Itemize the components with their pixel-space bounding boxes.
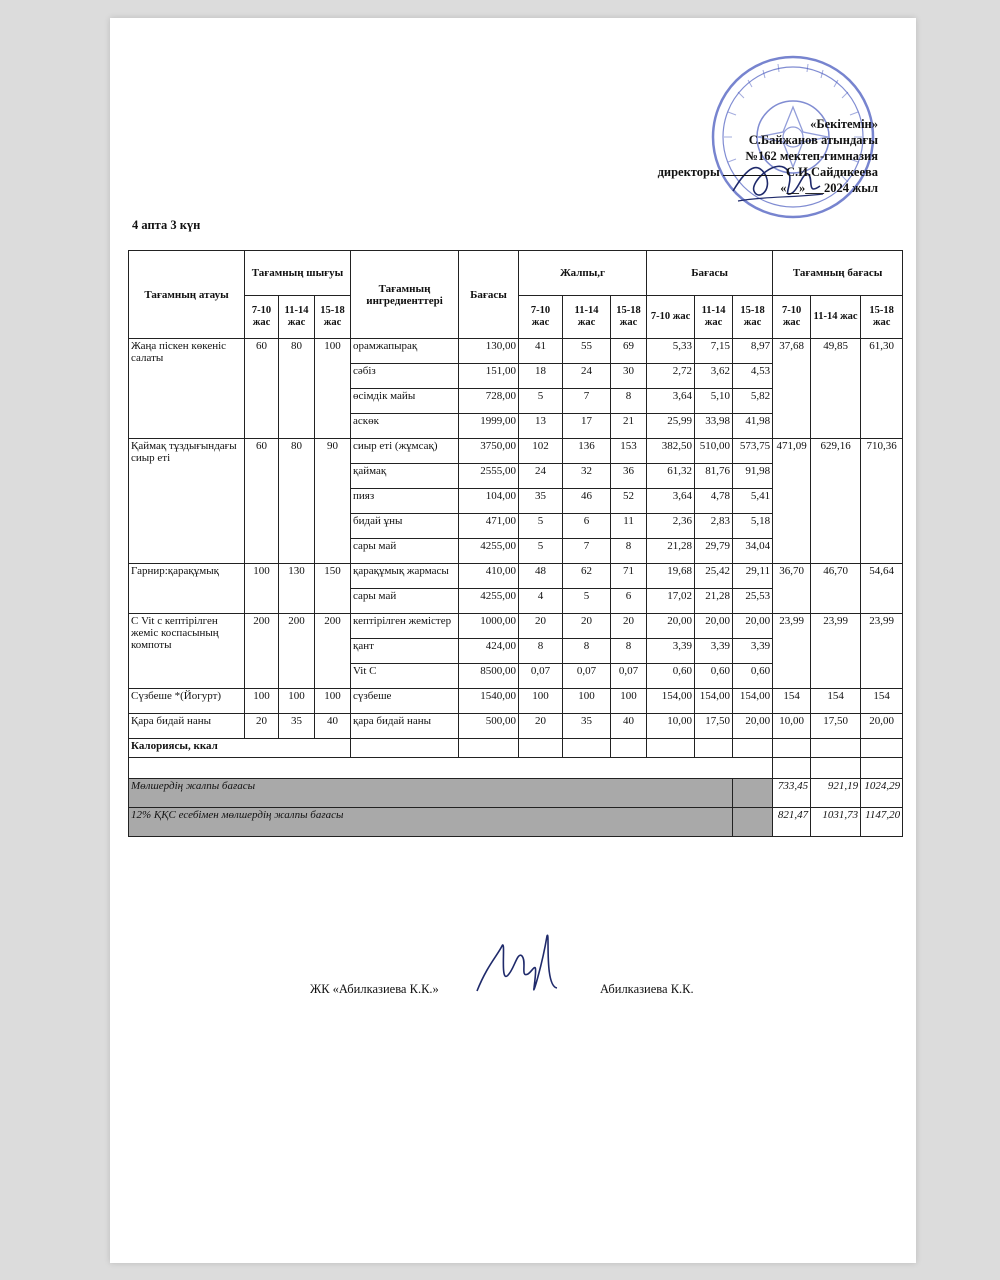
dish-name: Гарнир:қарақұмық	[129, 564, 245, 614]
summary-row	[129, 779, 903, 808]
dish-total: 17,50	[811, 714, 861, 739]
empty-cell	[611, 739, 647, 758]
summary-label: 12% ҚҚС есебімен мөлшердің жалпы бағасы	[129, 808, 733, 837]
director-name: С.И.Сайдикеева	[786, 165, 878, 179]
empty-cell	[861, 739, 903, 758]
summary-value: 1147,20	[861, 808, 903, 837]
dish-total: 471,09	[773, 439, 811, 564]
ingredient-gross: 8	[519, 639, 563, 664]
header-age1: 7-10 жас	[519, 296, 563, 339]
header-age1: 7-10 жас	[245, 296, 279, 339]
dish-yield: 100	[279, 689, 315, 714]
dish-yield: 130	[279, 564, 315, 614]
header-age3: 15-18 жас	[611, 296, 647, 339]
ingredient-gross: 6	[563, 514, 611, 539]
ingredient-gross: 32	[563, 464, 611, 489]
header-cost: Бағасы	[647, 251, 773, 296]
summary-value: 733,45	[773, 779, 811, 808]
ingredient-gross: 136	[563, 439, 611, 464]
ingredient-gross: 5	[519, 389, 563, 414]
ingredient-name: қаймақ	[351, 464, 459, 489]
ingredient-gross: 18	[519, 364, 563, 389]
dish-name: С Vit с кептірілген жеміс коспасының компоты	[129, 614, 245, 689]
dish-total: 54,64	[861, 564, 903, 614]
ingredient-gross: 36	[611, 464, 647, 489]
empty-cell	[129, 758, 773, 779]
ingredient-cost: 29,11	[733, 564, 773, 589]
approval-title: «Бекітемін»	[810, 117, 878, 131]
ingredient-cost: 7,15	[695, 339, 733, 364]
empty-cell	[733, 808, 773, 837]
dish-yield: 200	[315, 614, 351, 689]
dish-total: 154	[861, 689, 903, 714]
empty-cell	[811, 758, 861, 779]
header-age2: 11-14 жас	[695, 296, 733, 339]
table-row	[129, 614, 903, 639]
ingredient-cost: 5,10	[695, 389, 733, 414]
dish-total: 10,00	[773, 714, 811, 739]
dish-total: 49,85	[811, 339, 861, 439]
header-price: Бағасы	[459, 251, 519, 339]
ingredient-gross: 4	[519, 589, 563, 614]
ingredient-price: 1999,00	[459, 414, 519, 439]
ingredient-price: 1000,00	[459, 614, 519, 639]
ingredient-cost: 5,33	[647, 339, 695, 364]
approval-block	[598, 116, 878, 196]
ingredient-gross: 40	[611, 714, 647, 739]
ingredient-cost: 20,00	[733, 714, 773, 739]
empty-cell	[861, 758, 903, 779]
ingredient-gross: 5	[519, 514, 563, 539]
summary-value: 821,47	[773, 808, 811, 837]
ingredient-gross: 24	[519, 464, 563, 489]
ingredient-cost: 154,00	[733, 689, 773, 714]
ingredient-price: 4255,00	[459, 589, 519, 614]
dish-yield: 100	[315, 689, 351, 714]
ingredient-name: кептірілген жемістер	[351, 614, 459, 639]
ingredient-name: бидай ұны	[351, 514, 459, 539]
dish-yield: 20	[245, 714, 279, 739]
ingredient-gross: 0,07	[611, 664, 647, 689]
ingredient-price: 8500,00	[459, 664, 519, 689]
ingredient-cost: 10,00	[647, 714, 695, 739]
calories-row	[129, 739, 903, 758]
ingredient-name: орамжапырақ	[351, 339, 459, 364]
director-label: директоры	[657, 165, 720, 179]
ingredient-cost: 17,50	[695, 714, 733, 739]
dish-yield: 40	[315, 714, 351, 739]
ingredient-name: пияз	[351, 489, 459, 514]
table-row	[129, 714, 903, 739]
ingredient-gross: 46	[563, 489, 611, 514]
ingredient-price: 500,00	[459, 714, 519, 739]
dish-yield: 35	[279, 714, 315, 739]
ingredient-gross: 8	[611, 389, 647, 414]
header-name: Тағамның атауы	[129, 251, 245, 339]
empty-cell	[773, 758, 811, 779]
header-gross: Жалпы,г	[519, 251, 647, 296]
dish-total: 154	[811, 689, 861, 714]
ingredient-cost: 20,00	[647, 614, 695, 639]
ingredient-cost: 19,68	[647, 564, 695, 589]
dish-yield: 100	[315, 339, 351, 439]
empty-cell	[563, 739, 611, 758]
ingredient-gross: 5	[563, 589, 611, 614]
header-yield: Тағамның шығуы	[245, 251, 351, 296]
ingredient-price: 410,00	[459, 564, 519, 589]
ingredient-name: сәбіз	[351, 364, 459, 389]
ingredient-cost: 4,53	[733, 364, 773, 389]
table-row	[129, 439, 903, 464]
ingredient-cost: 0,60	[647, 664, 695, 689]
empty-cell	[811, 739, 861, 758]
header-dish-cost: Тағамның бағасы	[773, 251, 903, 296]
ingredient-gross: 20	[519, 614, 563, 639]
empty-cell	[459, 739, 519, 758]
ingredient-gross: 102	[519, 439, 563, 464]
dish-yield: 200	[279, 614, 315, 689]
header-age3: 15-18 жас	[861, 296, 903, 339]
ingredient-price: 3750,00	[459, 439, 519, 464]
ingredient-price: 471,00	[459, 514, 519, 539]
dish-yield: 90	[315, 439, 351, 564]
header-age1: 7-10 жас	[773, 296, 811, 339]
header-ingredients: Тағамның ингредиенттері	[351, 251, 459, 339]
ingredient-cost: 5,82	[733, 389, 773, 414]
dish-total: 629,16	[811, 439, 861, 564]
ingredient-gross: 7	[563, 539, 611, 564]
dish-total: 23,99	[811, 614, 861, 689]
ingredient-cost: 20,00	[695, 614, 733, 639]
ingredient-cost: 510,00	[695, 439, 733, 464]
ingredient-name: сүзбеше	[351, 689, 459, 714]
ingredient-name: Vit C	[351, 664, 459, 689]
dish-total: 37,68	[773, 339, 811, 439]
ingredient-name: аскөк	[351, 414, 459, 439]
ingredient-cost: 3,39	[695, 639, 733, 664]
ingredient-name: қант	[351, 639, 459, 664]
table-row	[129, 689, 903, 714]
ingredient-name: қарақұмық жармасы	[351, 564, 459, 589]
ingredient-cost: 2,36	[647, 514, 695, 539]
dish-total: 23,99	[861, 614, 903, 689]
ingredient-cost: 34,04	[733, 539, 773, 564]
empty-cell	[647, 739, 695, 758]
dish-yield: 200	[245, 614, 279, 689]
ingredient-gross: 5	[519, 539, 563, 564]
ingredient-gross: 55	[563, 339, 611, 364]
school-name-line1: С.Байжанов атындағы	[748, 133, 878, 147]
approval-date: «__»___2024 жыл	[780, 181, 878, 195]
header-age1: 7-10 жас	[647, 296, 695, 339]
ingredient-cost: 0,60	[695, 664, 733, 689]
empty-cell	[773, 739, 811, 758]
ingredient-gross: 21	[611, 414, 647, 439]
ingredient-cost: 41,98	[733, 414, 773, 439]
table-row	[129, 339, 903, 364]
dish-total: 20,00	[861, 714, 903, 739]
ingredient-gross: 20	[611, 614, 647, 639]
ingredient-cost: 2,83	[695, 514, 733, 539]
ingredient-price: 151,00	[459, 364, 519, 389]
ingredient-gross: 69	[611, 339, 647, 364]
dish-total: 36,70	[773, 564, 811, 614]
ingredient-cost: 91,98	[733, 464, 773, 489]
ingredient-cost: 81,76	[695, 464, 733, 489]
ingredient-cost: 2,72	[647, 364, 695, 389]
calories-label: Калориясы, ккал	[129, 739, 351, 758]
ingredient-gross: 0,07	[563, 664, 611, 689]
ingredient-gross: 20	[563, 614, 611, 639]
ingredient-gross: 100	[519, 689, 563, 714]
ingredient-gross: 30	[611, 364, 647, 389]
ingredient-gross: 8	[563, 639, 611, 664]
dish-total: 61,30	[861, 339, 903, 439]
ingredient-cost: 33,98	[695, 414, 733, 439]
footer-contractor: ЖК «Абилказиева К.К.»	[310, 982, 439, 996]
table-row	[129, 564, 903, 589]
ingredient-gross: 153	[611, 439, 647, 464]
dish-total: 154	[773, 689, 811, 714]
dish-yield: 60	[245, 339, 279, 439]
ingredient-cost: 573,75	[733, 439, 773, 464]
header-age2: 11-14 жас	[563, 296, 611, 339]
footer-name: Абилказиева К.К.	[600, 982, 694, 996]
ingredient-cost: 0,60	[733, 664, 773, 689]
blank-row	[129, 758, 903, 779]
dish-total: 46,70	[811, 564, 861, 614]
contractor-signature-icon	[472, 926, 562, 1006]
empty-cell	[519, 739, 563, 758]
ingredient-cost: 3,64	[647, 389, 695, 414]
header-age2: 11-14 жас	[811, 296, 861, 339]
dish-yield: 100	[245, 564, 279, 614]
ingredient-gross: 35	[519, 489, 563, 514]
ingredient-gross: 17	[563, 414, 611, 439]
day-title: 4 апта 3 күн	[132, 218, 201, 232]
ingredient-gross: 8	[611, 639, 647, 664]
ingredient-cost: 3,62	[695, 364, 733, 389]
ingredient-gross: 13	[519, 414, 563, 439]
header-age3: 15-18 жас	[733, 296, 773, 339]
ingredient-price: 130,00	[459, 339, 519, 364]
ingredient-cost: 8,97	[733, 339, 773, 364]
ingredient-price: 728,00	[459, 389, 519, 414]
ingredient-gross: 24	[563, 364, 611, 389]
ingredient-gross: 0,07	[519, 664, 563, 689]
ingredient-gross: 7	[563, 389, 611, 414]
ingredient-cost: 25,42	[695, 564, 733, 589]
dish-yield: 100	[245, 689, 279, 714]
dish-yield: 80	[279, 339, 315, 439]
ingredient-cost: 154,00	[647, 689, 695, 714]
ingredient-cost: 29,79	[695, 539, 733, 564]
ingredient-cost: 5,41	[733, 489, 773, 514]
ingredient-name: өсімдік майы	[351, 389, 459, 414]
school-name-line2: №162 мектеп-гимназия	[745, 149, 878, 163]
ingredient-price: 2555,00	[459, 464, 519, 489]
ingredient-gross: 71	[611, 564, 647, 589]
document-sheet	[110, 18, 916, 1263]
ingredient-cost: 5,18	[733, 514, 773, 539]
director-line	[598, 164, 878, 180]
ingredient-cost: 21,28	[647, 539, 695, 564]
ingredient-cost: 25,53	[733, 589, 773, 614]
ingredient-name: сары май	[351, 539, 459, 564]
menu-table	[128, 250, 903, 837]
ingredient-gross: 52	[611, 489, 647, 514]
summary-value: 921,19	[811, 779, 861, 808]
dish-name: Сүзбеше *(Йогурт)	[129, 689, 245, 714]
summary-label: Мөлшердің жалпы бағасы	[129, 779, 733, 808]
ingredient-gross: 62	[563, 564, 611, 589]
ingredient-cost: 21,28	[695, 589, 733, 614]
summary-value: 1031,73	[811, 808, 861, 837]
ingredient-name: сиыр еті (жұмсақ)	[351, 439, 459, 464]
dish-yield: 150	[315, 564, 351, 614]
ingredient-name: сары май	[351, 589, 459, 614]
dish-yield: 60	[245, 439, 279, 564]
ingredient-cost: 3,39	[733, 639, 773, 664]
dish-yield: 80	[279, 439, 315, 564]
ingredient-gross: 35	[563, 714, 611, 739]
empty-cell	[733, 739, 773, 758]
dish-name: Қаймақ тұздығындағы сиыр еті	[129, 439, 245, 564]
header-row	[129, 251, 903, 296]
ingredient-cost: 3,64	[647, 489, 695, 514]
header-age3: 15-18 жас	[315, 296, 351, 339]
ingredient-cost: 61,32	[647, 464, 695, 489]
header-age2: 11-14 жас	[279, 296, 315, 339]
summary-row	[129, 808, 903, 837]
ingredient-cost: 17,02	[647, 589, 695, 614]
dish-name: Жаңа піскен көкеніс салаты	[129, 339, 245, 439]
empty-cell	[695, 739, 733, 758]
empty-cell	[733, 779, 773, 808]
ingredient-gross: 100	[611, 689, 647, 714]
ingredient-price: 4255,00	[459, 539, 519, 564]
ingredient-cost: 3,39	[647, 639, 695, 664]
ingredient-cost: 20,00	[733, 614, 773, 639]
ingredient-gross: 100	[563, 689, 611, 714]
dish-total: 710,36	[861, 439, 903, 564]
ingredient-cost: 382,50	[647, 439, 695, 464]
dish-name: Қара бидай наны	[129, 714, 245, 739]
ingredient-gross: 41	[519, 339, 563, 364]
ingredient-cost: 4,78	[695, 489, 733, 514]
ingredient-price: 424,00	[459, 639, 519, 664]
ingredient-cost: 154,00	[695, 689, 733, 714]
ingredient-gross: 11	[611, 514, 647, 539]
ingredient-gross: 20	[519, 714, 563, 739]
ingredient-price: 1540,00	[459, 689, 519, 714]
empty-cell	[351, 739, 459, 758]
summary-value: 1024,29	[861, 779, 903, 808]
ingredient-gross: 48	[519, 564, 563, 589]
dish-total: 23,99	[773, 614, 811, 689]
ingredient-gross: 6	[611, 589, 647, 614]
ingredient-gross: 8	[611, 539, 647, 564]
ingredient-price: 104,00	[459, 489, 519, 514]
ingredient-cost: 25,99	[647, 414, 695, 439]
ingredient-name: қара бидай наны	[351, 714, 459, 739]
